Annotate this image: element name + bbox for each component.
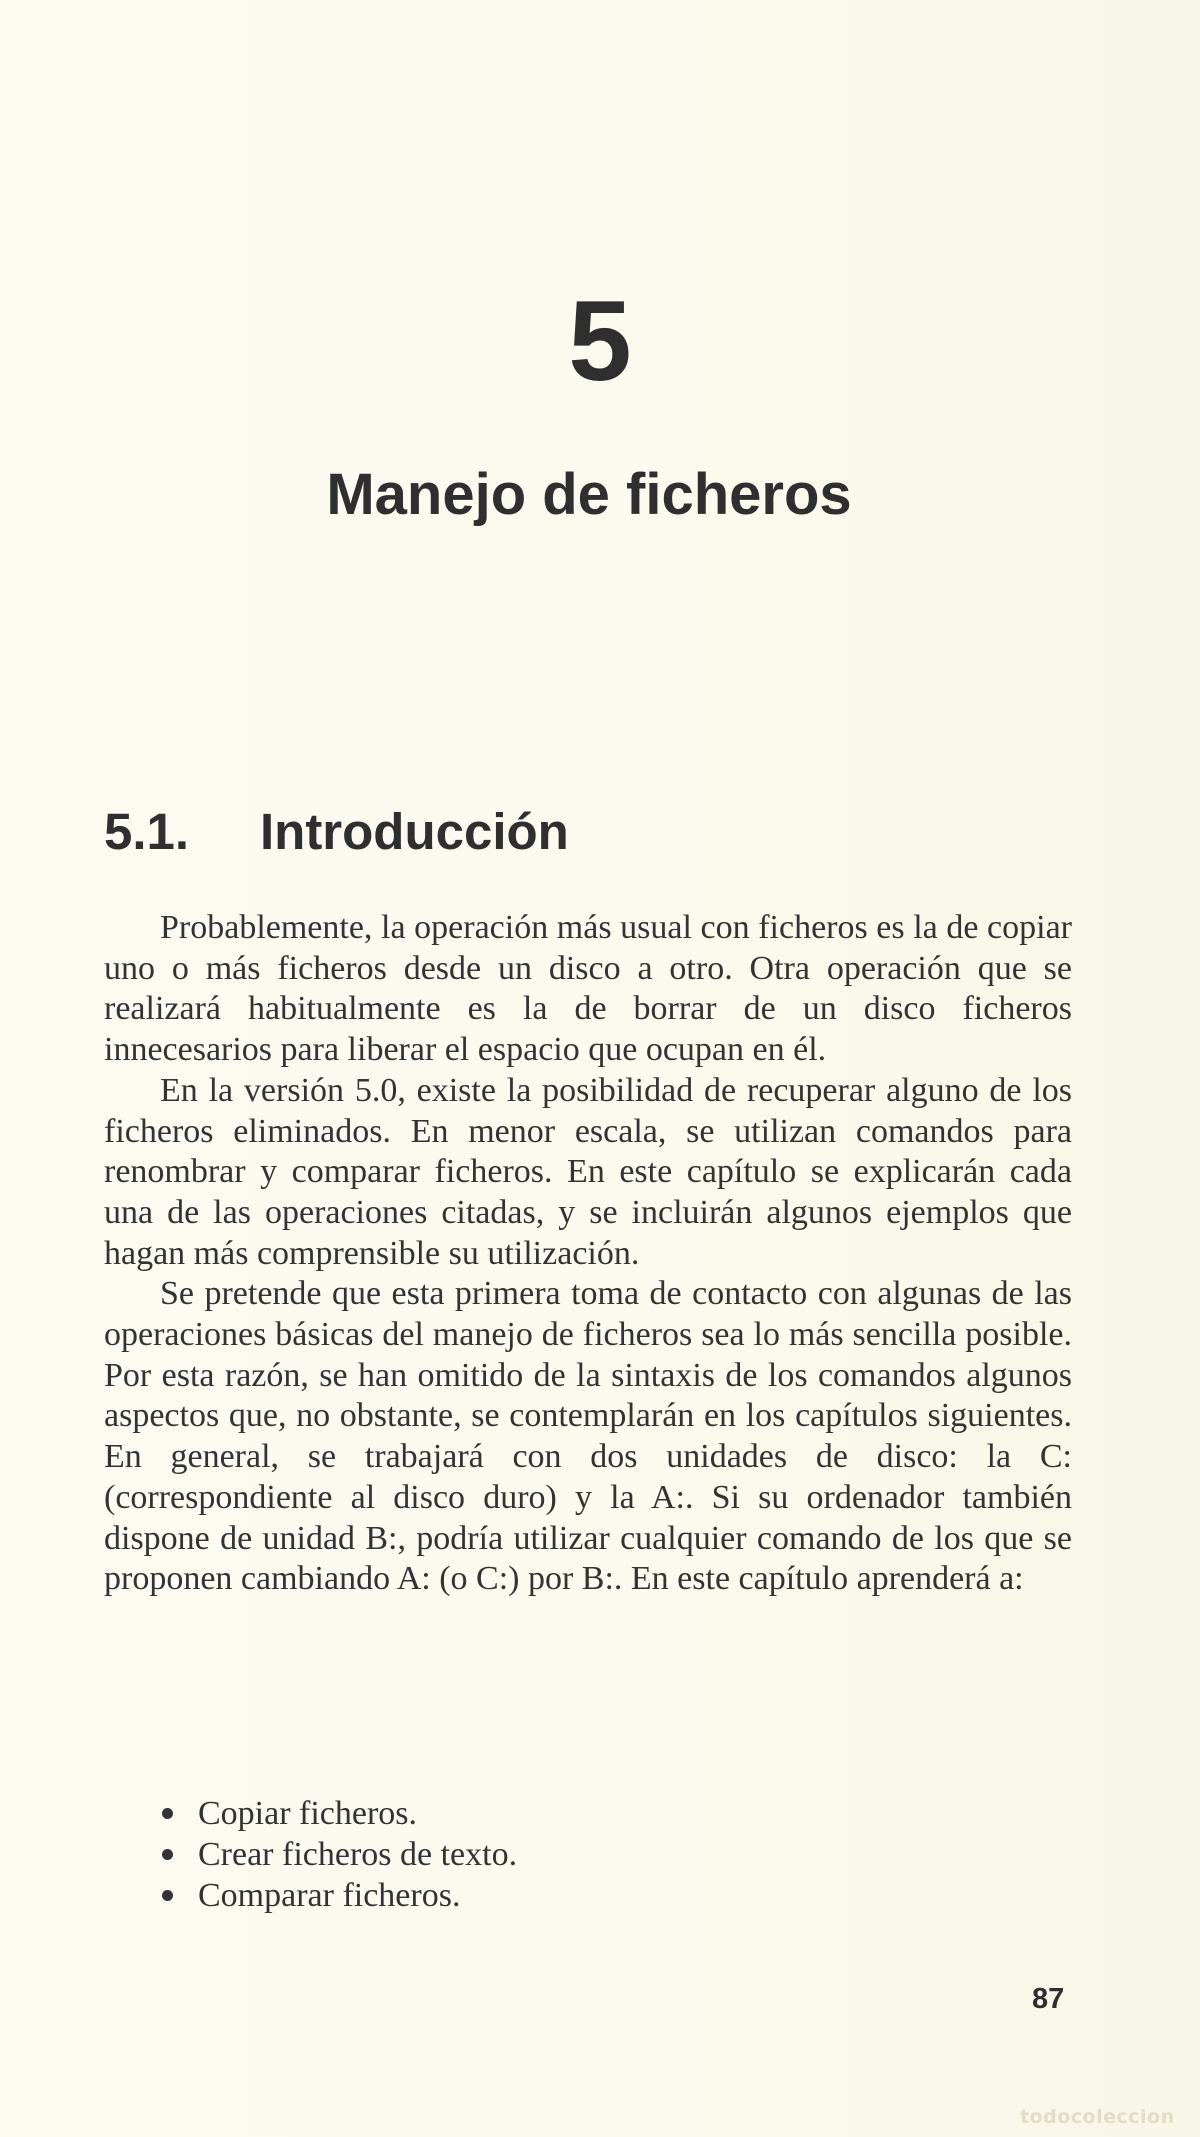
bullet-icon — [162, 1890, 173, 1901]
chapter-number: 5 — [568, 278, 632, 405]
list-item-text: Crear ficheros de texto. — [198, 1836, 518, 1873]
chapter-title: Manejo de ficheros — [326, 462, 852, 527]
bullet-icon — [162, 1808, 173, 1819]
bullet-icon — [162, 1849, 173, 1860]
paragraph: En la versión 5.0, existe la posibilidad de recuperar alguno de los ficheros eliminados. En menor escala, se utilizan comandos para renombrar y comparar ficheros. En este capítulo se explicarán cada una de las operaciones citadas, y se incluirán algunos ejemplos que hagan más comprensible su utilización. — [104, 1071, 1072, 1272]
paragraph: Probablemente, la operación más usual con ficheros es la de copiar uno o más ficheros desde un disco a otro. Otra operación que se realizará habitualmente es la de borrar de un disco ficheros innecesarios para liberar el espacio que ocupan en él. — [104, 909, 1072, 1069]
page-number: 87 — [1032, 1983, 1065, 2015]
bullet-list — [160, 1793, 517, 1916]
list-item — [160, 1793, 517, 1834]
body-text — [104, 908, 1072, 1600]
list-item-text: Comparar ficheros. — [198, 1877, 461, 1914]
section-number: 5.1. — [104, 803, 190, 860]
list-item-text: Copiar ficheros. — [198, 1795, 418, 1832]
list-item — [160, 1834, 517, 1875]
paragraph: Se pretende que esta primera toma de contacto con algunas de las operaciones básicas del manejo de ficheros sea lo más sencilla posible. Por esta razón, se han omitido de la sintaxis de los comandos algunos aspectos que, no obstante, se contemplarán en los capítulos siguientes. En general, se trabajará con dos unidades de disco: la C: (correspondiente al disco duro) y la A:. Si su ordenador también dispone de unidad B:, podría utilizar cualquier comando de los que se proponen cambiando A: (o C:) por B:. En este capítulo aprenderá a: — [104, 1275, 1072, 1598]
list-item — [160, 1875, 517, 1916]
watermark: todocoleccion — [1020, 2106, 1175, 2128]
section-heading — [104, 803, 569, 860]
section-title: Introducción — [260, 803, 569, 860]
